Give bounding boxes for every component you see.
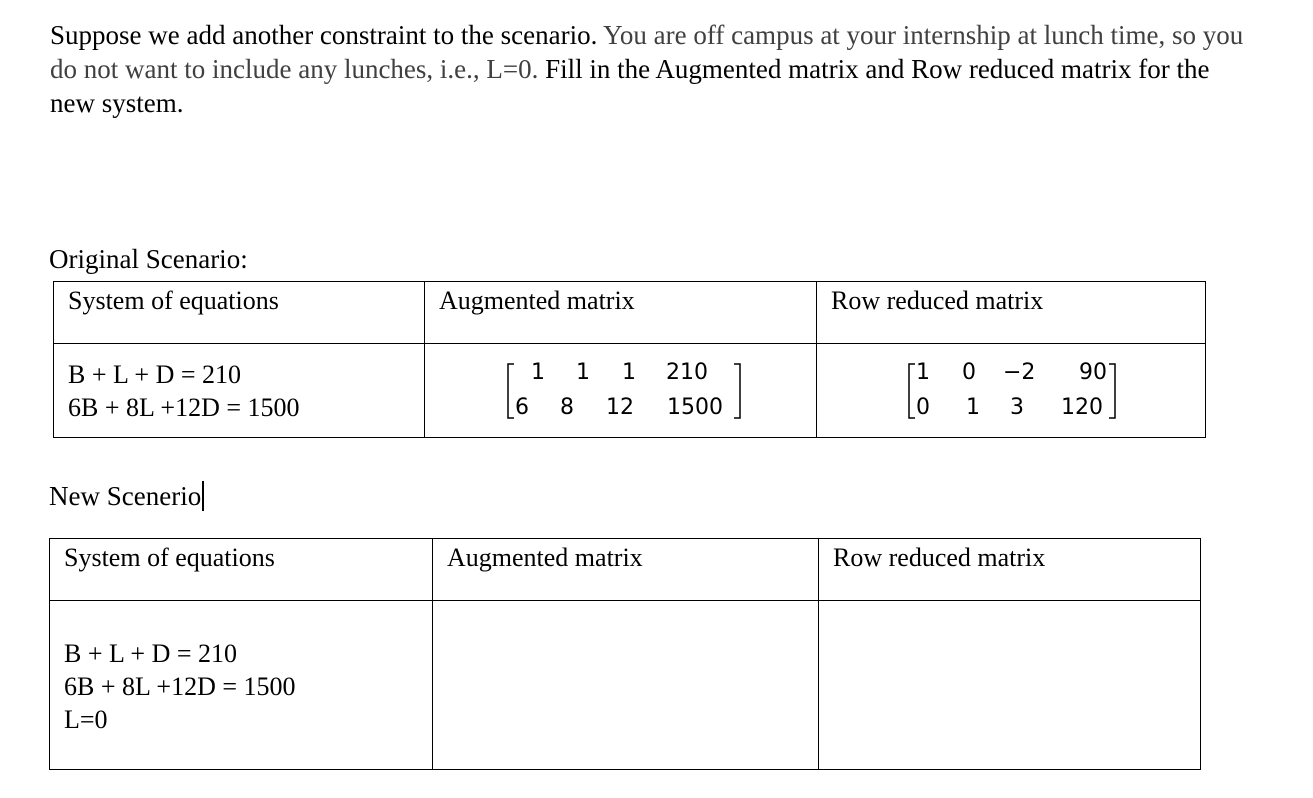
reduced-r1c4: 90 (1079, 360, 1107, 385)
new-augmented-cell[interactable] (433, 601, 819, 770)
new-reduced-cell[interactable] (819, 601, 1201, 770)
instructions-part-1: Suppose we add another constraint to the scenario. (50, 20, 604, 50)
augmented-r2c2: 8 (560, 395, 574, 420)
reduced-r2c2: 1 (966, 395, 980, 420)
reduced-r1c1: 1 (916, 360, 930, 385)
original-augmented-cell (425, 344, 817, 438)
original-reduced-cell (817, 344, 1206, 438)
original-equation-2: 6B + 8L +12D = 1500 (68, 393, 300, 422)
augmented-r1c3: 1 (622, 360, 636, 385)
augmented-r2c3: 12 (606, 395, 634, 420)
augmented-r2c1: 6 (515, 395, 529, 420)
new-scenario-label-text: New Scenerio (49, 481, 202, 511)
original-header-augmented: Augmented matrix (425, 282, 817, 344)
augmented-r1c1: 1 (531, 360, 545, 385)
reduced-r2c3: 3 (1010, 395, 1024, 420)
augmented-r1c4: 210 (666, 360, 708, 385)
original-augmented-matrix (504, 358, 744, 424)
reduced-r2c1: 0 (916, 395, 930, 420)
new-scenario-label[interactable] (49, 481, 204, 511)
reduced-r2c4: 120 (1061, 395, 1103, 420)
original-header-row (54, 282, 1206, 344)
original-reduced-matrix (905, 358, 1125, 424)
new-header-row (50, 539, 1201, 601)
new-equations-cell (50, 601, 433, 770)
original-equations-cell (54, 344, 425, 438)
new-equation-1: B + L + D = 210 (64, 639, 238, 668)
reduced-r1c2: 0 (962, 360, 976, 385)
text-cursor (202, 481, 204, 511)
original-content-row (54, 344, 1206, 438)
new-equation-3: L=0 (64, 705, 108, 734)
original-equation-1: B + L + D = 210 (68, 360, 242, 389)
new-header-reduced: Row reduced matrix (819, 539, 1201, 601)
new-header-augmented: Augmented matrix (433, 539, 819, 601)
instructions-paragraph (50, 18, 1250, 120)
instructions-part-2: You are off campus at your internship at lunch time, so you do not want to include any lunches, i.e., L=0. (50, 20, 1244, 84)
original-scenario-table (53, 281, 1206, 438)
original-header-reduced: Row reduced matrix (817, 282, 1206, 344)
new-content-row (50, 601, 1201, 770)
reduced-r1c3: −2 (1003, 360, 1036, 385)
new-equation-2: 6B + 8L +12D = 1500 (64, 672, 296, 701)
original-scenario-label: Original Scenario: (49, 244, 248, 274)
augmented-r1c2: 1 (576, 360, 590, 385)
instructions-part-3: Fill in the Augmented matrix and Row reduced matrix for the new system. (50, 54, 1210, 118)
original-header-system: System of equations (54, 282, 425, 344)
new-scenario-table (49, 538, 1201, 770)
augmented-r2c4: 1500 (667, 395, 723, 420)
new-header-system: System of equations (50, 539, 433, 601)
